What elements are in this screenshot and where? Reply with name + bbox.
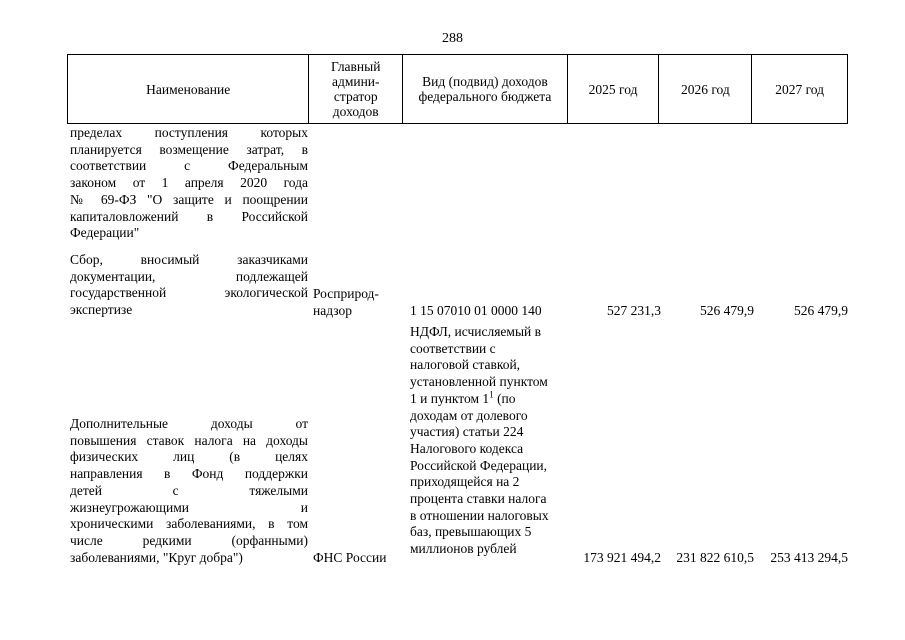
row-name-line: жизнеугрожающими и bbox=[70, 499, 308, 515]
header-year-2027: 2027 год bbox=[775, 81, 825, 97]
header-name: Наименование bbox=[68, 55, 309, 123]
row-name-line: заболеваниями, "Круг добра") bbox=[70, 549, 243, 565]
row-name-line: соответствии с Федеральным bbox=[70, 158, 308, 174]
row-code-text: 1 и пунктом 1 bbox=[410, 390, 490, 406]
row-value-2025: 173 921 494,2 bbox=[583, 550, 661, 565]
row-name-line: Дополнительные доходы от bbox=[70, 416, 308, 431]
row-value-2026: 526 479,9 bbox=[700, 303, 754, 318]
row-admin: ФНС России bbox=[313, 550, 387, 565]
row-name-line: планируется возмещение затрат, в bbox=[70, 141, 308, 157]
row-name-line: физических лиц (в целях bbox=[70, 449, 308, 465]
table-row bbox=[70, 125, 308, 242]
row-name-line: повышения ставок налога на доходы bbox=[70, 432, 308, 448]
row-code: 1 15 07010 01 0000 140 bbox=[410, 303, 542, 318]
row-name-line: Федерации" bbox=[70, 225, 140, 241]
row-code-line: приходящейся на 2 bbox=[410, 474, 520, 490]
row-code-line: доходам от долевого bbox=[410, 407, 528, 423]
row-admin-line: Росприрод- bbox=[313, 286, 379, 301]
row-code-line: баз, превышающих 5 bbox=[410, 524, 532, 540]
row-admin bbox=[313, 286, 403, 319]
header-year-2026: 2026 год bbox=[659, 55, 752, 123]
row-code-line: налоговой ставкой, bbox=[410, 357, 521, 373]
row-name-line: числе редкими (орфанными) bbox=[70, 532, 308, 548]
row-code-line: Российской Федерации, bbox=[410, 457, 548, 473]
row-code-line: миллионов рублей bbox=[410, 541, 517, 557]
row-value-2025: 527 231,3 bbox=[607, 303, 661, 318]
header-year-2025: 2025 год bbox=[568, 55, 660, 123]
table-header bbox=[67, 54, 848, 124]
row-name-line: государственной экологической bbox=[70, 285, 308, 301]
table-row-name bbox=[70, 252, 308, 319]
row-code-line: участия) статьи 224 bbox=[410, 424, 524, 440]
table-row-name bbox=[70, 416, 308, 566]
row-code-description bbox=[410, 324, 570, 558]
row-code-line: процента ставки налога bbox=[410, 491, 547, 507]
row-code-line: Налогового кодекса bbox=[410, 440, 524, 456]
row-code-line: соответствии с bbox=[410, 340, 496, 356]
row-name-line: экспертизе bbox=[70, 302, 133, 318]
row-name-line: документации, подлежащей bbox=[70, 268, 308, 284]
row-name-line: детей с тяжелыми bbox=[70, 482, 308, 498]
superscript: 1 bbox=[489, 389, 494, 400]
row-code-line: в отношении налоговых bbox=[410, 507, 549, 523]
row-name-line: хроническими заболеваниями, в том bbox=[70, 516, 308, 532]
row-name-line: законом от 1 апреля 2020 года bbox=[70, 175, 308, 191]
row-value-2027: 253 413 294,5 bbox=[770, 550, 848, 565]
row-code-line: НДФЛ, исчисляемый в bbox=[410, 324, 541, 339]
row-code-line: установленной пунктом bbox=[410, 374, 548, 390]
row-name-line: № 69-ФЗ "О защите и поощрении bbox=[70, 191, 308, 207]
page-number: 288 bbox=[442, 31, 463, 46]
row-value-2027: 526 479,9 bbox=[794, 303, 848, 318]
row-value-2026: 231 822 610,5 bbox=[676, 550, 754, 565]
row-name-line: направления в Фонд поддержки bbox=[70, 466, 308, 482]
header-code: Вид (подвид) доходов федерального бюджета bbox=[403, 55, 568, 123]
row-code-text: (по bbox=[493, 390, 516, 406]
row-admin-line: надзор bbox=[313, 302, 353, 318]
row-name-line: капиталовложений в Российской bbox=[70, 208, 308, 224]
row-code-line bbox=[410, 391, 570, 408]
row-name-line: пределах поступления которых bbox=[70, 125, 308, 140]
row-name-line: Сбор, вносимый заказчиками bbox=[70, 252, 308, 267]
header-admin: Главный админи-стратор доходов bbox=[309, 55, 403, 123]
